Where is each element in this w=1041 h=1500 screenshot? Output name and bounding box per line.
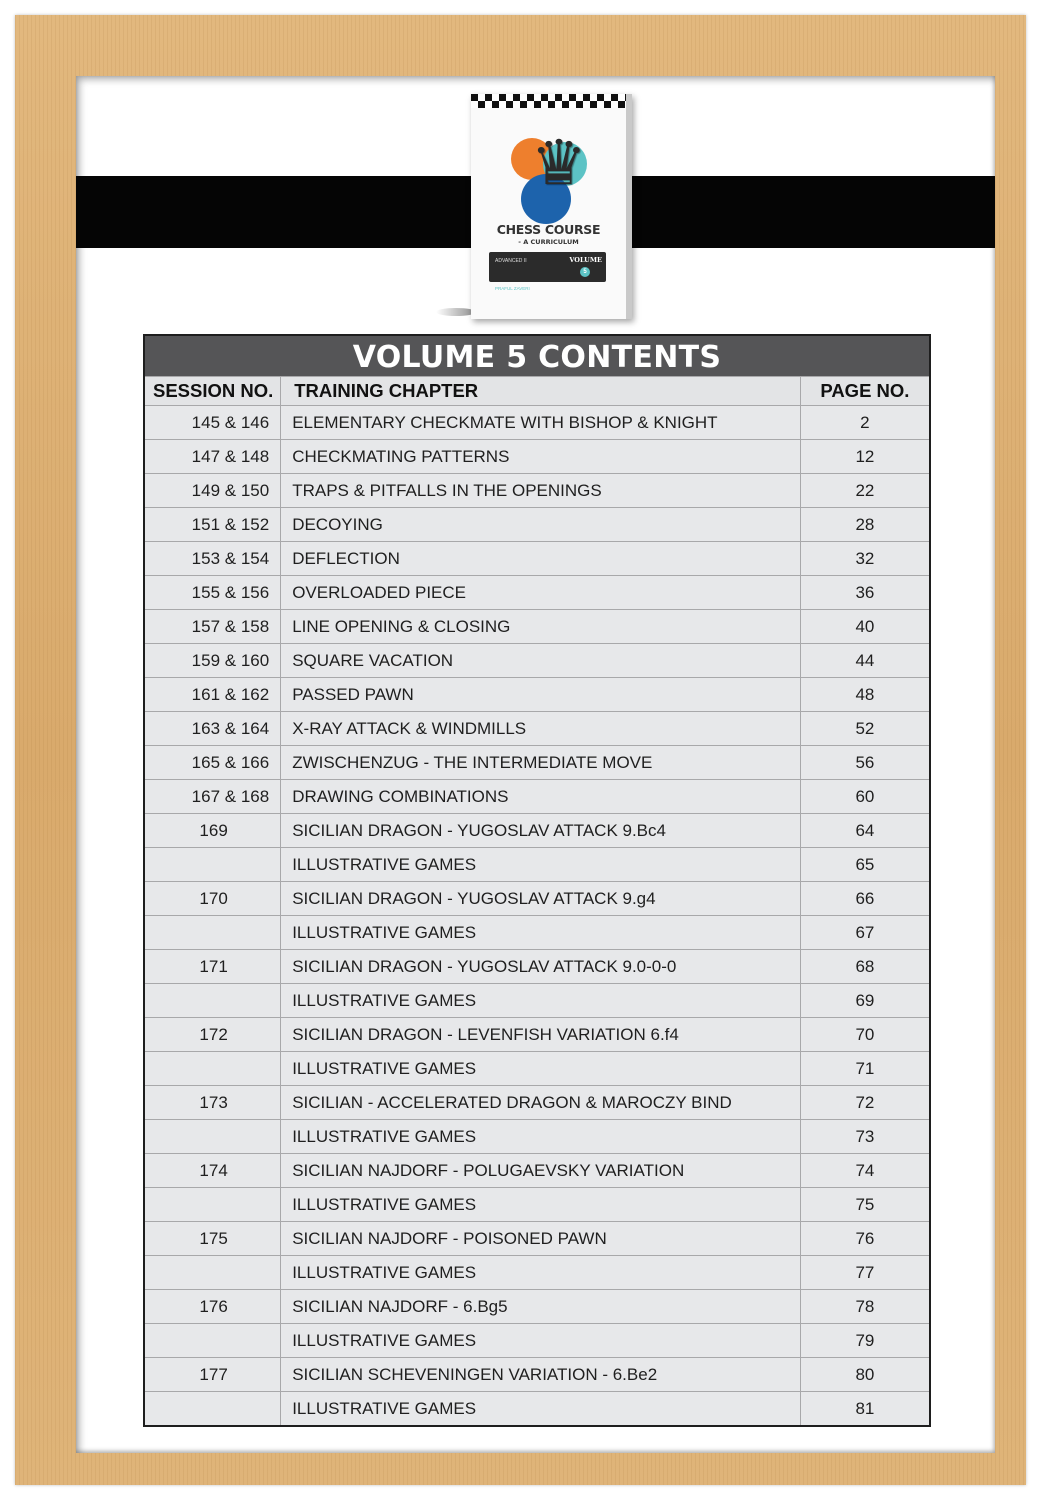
session-cell (145, 1120, 281, 1154)
page-cell: 70 (800, 1018, 929, 1052)
book-subtitle: - A CURRICULUM (518, 238, 579, 246)
chapter-cell: ILLUSTRATIVE GAMES (281, 1120, 801, 1154)
page-cell: 81 (800, 1392, 929, 1426)
contents-title: VOLUME 5 CONTENTS (145, 336, 929, 376)
session-cell: 174 (145, 1154, 281, 1188)
chapter-cell: ILLUSTRATIVE GAMES (281, 1256, 801, 1290)
chapter-cell: TRAPS & PITFALLS IN THE OPENINGS (281, 474, 801, 508)
table-row (145, 474, 929, 508)
table-row (145, 746, 929, 780)
session-cell (145, 916, 281, 950)
book-shadow (436, 308, 476, 316)
session-cell: 163 & 164 (145, 712, 281, 746)
page-cell: 56 (800, 746, 929, 780)
chess-queen-icon: ♛ (531, 126, 587, 199)
book-volume-number: 5 (580, 267, 590, 277)
chapter-cell: SICILIAN DRAGON - YUGOSLAV ATTACK 9.0-0-0 (281, 950, 801, 984)
chapter-cell: SICILIAN NAJDORF - POLUGAEVSKY VARIATION (281, 1154, 801, 1188)
chapter-cell: DEFLECTION (281, 542, 801, 576)
table-row (145, 950, 929, 984)
chapter-cell: SICILIAN DRAGON - LEVENFISH VARIATION 6.f4 (281, 1018, 801, 1052)
session-cell: 157 & 158 (145, 610, 281, 644)
chapter-cell: X-RAY ATTACK & WINDMILLS (281, 712, 801, 746)
page-cell: 66 (800, 882, 929, 916)
page-cell: 80 (800, 1358, 929, 1392)
session-cell (145, 1052, 281, 1086)
header-session-no: SESSION NO. (145, 377, 281, 406)
page-cell: 71 (800, 1052, 929, 1086)
table-row (145, 1392, 929, 1426)
table-row (145, 1086, 929, 1120)
table-row (145, 1052, 929, 1086)
chapter-cell: CHECKMATING PATTERNS (281, 440, 801, 474)
chapter-cell: SICILIAN NAJDORF - POISONED PAWN (281, 1222, 801, 1256)
page-cell: 67 (800, 916, 929, 950)
session-cell: 155 & 156 (145, 576, 281, 610)
chapter-cell: ILLUSTRATIVE GAMES (281, 916, 801, 950)
frame-mat (76, 76, 995, 1453)
table-row (145, 644, 929, 678)
page-cell: 77 (800, 1256, 929, 1290)
table-row (145, 814, 929, 848)
book-title-text: CHESS COURSE (496, 222, 601, 237)
page-cell: 12 (800, 440, 929, 474)
wooden-picture-frame (15, 15, 1026, 1485)
table-row (145, 440, 929, 474)
page-cell: 36 (800, 576, 929, 610)
page-cell: 64 (800, 814, 929, 848)
session-cell: 169 (145, 814, 281, 848)
table-row (145, 1256, 929, 1290)
session-cell (145, 1188, 281, 1222)
session-cell (145, 1324, 281, 1358)
page-cell: 22 (800, 474, 929, 508)
table-row (145, 1120, 929, 1154)
book-volume-panel (489, 252, 606, 282)
table-row (145, 678, 929, 712)
chapter-cell: ILLUSTRATIVE GAMES (281, 848, 801, 882)
table-row (145, 508, 929, 542)
session-cell: 149 & 150 (145, 474, 281, 508)
table-header-row (145, 377, 929, 406)
session-cell: 147 & 148 (145, 440, 281, 474)
page-cell: 52 (800, 712, 929, 746)
chapter-cell: SICILIAN DRAGON - YUGOSLAV ATTACK 9.Bc4 (281, 814, 801, 848)
chapter-cell: ZWISCHENZUG - THE INTERMEDIATE MOVE (281, 746, 801, 780)
page-cell: 40 (800, 610, 929, 644)
page-cell: 65 (800, 848, 929, 882)
page-cell: 32 (800, 542, 929, 576)
book-author: PRAFUL ZAVERI (495, 286, 530, 291)
table-row (145, 984, 929, 1018)
chapter-cell: ILLUSTRATIVE GAMES (281, 1188, 801, 1222)
session-cell (145, 848, 281, 882)
checkerboard-border-row (471, 101, 626, 108)
session-cell: 170 (145, 882, 281, 916)
page-cell: 73 (800, 1120, 929, 1154)
session-cell: 161 & 162 (145, 678, 281, 712)
chapter-cell: OVERLOADED PIECE (281, 576, 801, 610)
session-cell: 176 (145, 1290, 281, 1324)
table-row (145, 1324, 929, 1358)
table-row (145, 1154, 929, 1188)
session-cell: 153 & 154 (145, 542, 281, 576)
contents-table-body (145, 406, 929, 1426)
chapter-cell: DRAWING COMBINATIONS (281, 780, 801, 814)
chapter-cell: SICILIAN DRAGON - YUGOSLAV ATTACK 9.g4 (281, 882, 801, 916)
chapter-cell: ELEMENTARY CHECKMATE WITH BISHOP & KNIGHT (281, 406, 801, 440)
page-cell: 78 (800, 1290, 929, 1324)
session-cell: 167 & 168 (145, 780, 281, 814)
chapter-cell: SICILIAN - ACCELERATED DRAGON & MAROCZY BIND (281, 1086, 801, 1120)
session-cell: 171 (145, 950, 281, 984)
contents-table (145, 376, 929, 1425)
table-row (145, 406, 929, 440)
chapter-cell: SQUARE VACATION (281, 644, 801, 678)
session-cell: 165 & 166 (145, 746, 281, 780)
table-row (145, 1290, 929, 1324)
page-cell: 60 (800, 780, 929, 814)
chapter-cell: ILLUSTRATIVE GAMES (281, 1392, 801, 1426)
book-volume-label: VOLUME (569, 256, 602, 264)
page-cell: 2 (800, 406, 929, 440)
page-cell: 44 (800, 644, 929, 678)
chapter-cell: PASSED PAWN (281, 678, 801, 712)
session-cell: 151 & 152 (145, 508, 281, 542)
table-row (145, 542, 929, 576)
book-cover-image (471, 94, 632, 319)
chapter-cell: ILLUSTRATIVE GAMES (281, 984, 801, 1018)
table-row (145, 1018, 929, 1052)
page-cell: 68 (800, 950, 929, 984)
page-cell: 48 (800, 678, 929, 712)
table-row (145, 780, 929, 814)
session-cell: 172 (145, 1018, 281, 1052)
session-cell: 175 (145, 1222, 281, 1256)
session-cell: 173 (145, 1086, 281, 1120)
book-title (471, 222, 626, 237)
table-row (145, 1222, 929, 1256)
table-row (145, 610, 929, 644)
contents-table-panel (143, 334, 931, 1427)
header-page-no: PAGE NO. (800, 377, 929, 406)
table-row (145, 576, 929, 610)
chapter-cell: SICILIAN SCHEVENINGEN VARIATION - 6.Be2 (281, 1358, 801, 1392)
chapter-cell: SICILIAN NAJDORF - 6.Bg5 (281, 1290, 801, 1324)
session-cell (145, 1256, 281, 1290)
table-row (145, 1188, 929, 1222)
table-row (145, 1358, 929, 1392)
table-row (145, 882, 929, 916)
page-cell: 74 (800, 1154, 929, 1188)
page-cell: 28 (800, 508, 929, 542)
session-cell: 145 & 146 (145, 406, 281, 440)
page-cell: 72 (800, 1086, 929, 1120)
chapter-cell: DECOYING (281, 508, 801, 542)
chapter-cell: LINE OPENING & CLOSING (281, 610, 801, 644)
page-cell: 76 (800, 1222, 929, 1256)
chapter-cell: ILLUSTRATIVE GAMES (281, 1052, 801, 1086)
session-cell (145, 984, 281, 1018)
table-row (145, 848, 929, 882)
chapter-cell: ILLUSTRATIVE GAMES (281, 1324, 801, 1358)
page-cell: 79 (800, 1324, 929, 1358)
session-cell: 177 (145, 1358, 281, 1392)
table-row (145, 712, 929, 746)
header-training-chapter: TRAINING CHAPTER (281, 377, 801, 406)
page-cell: 69 (800, 984, 929, 1018)
session-cell: 159 & 160 (145, 644, 281, 678)
table-row (145, 916, 929, 950)
session-cell (145, 1392, 281, 1426)
book-level: ADVANCED II (495, 258, 527, 264)
page-cell: 75 (800, 1188, 929, 1222)
